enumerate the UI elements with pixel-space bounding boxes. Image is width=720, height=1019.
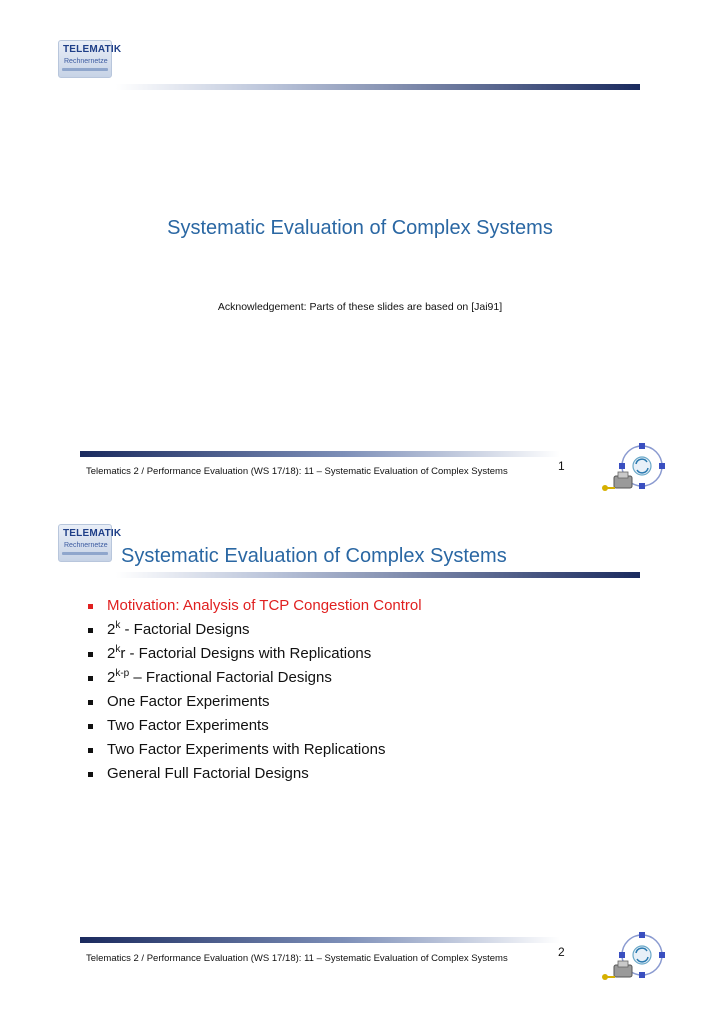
logo-rail xyxy=(62,68,108,71)
bullet-base: 2 xyxy=(107,669,116,686)
network-icon xyxy=(596,442,668,500)
footer-bar xyxy=(80,937,560,943)
bullet-text: – Fractional Factorial Designs xyxy=(129,669,332,686)
acknowledgement: Acknowledgement: Parts of these slides are based on [Jai91] xyxy=(217,301,503,313)
bullet-superscript: k-p xyxy=(115,668,130,679)
bullet-item xyxy=(88,717,422,741)
bullet-item xyxy=(88,765,422,789)
bullet-text: Motivation: Analysis of TCP Congestion Control xyxy=(107,597,422,614)
telematik-logo xyxy=(58,40,122,78)
slide-1 xyxy=(0,0,720,509)
header-bar xyxy=(116,572,640,578)
bullet-item xyxy=(88,597,422,621)
bullet-text: General Full Factorial Designs xyxy=(107,765,309,782)
bullet-item xyxy=(88,693,422,717)
page-number: 1 xyxy=(558,459,565,473)
logo-line2: Rechnernetze xyxy=(64,58,108,65)
bullet-text: One Factor Experiments xyxy=(107,693,270,710)
bullet-text: Two Factor Experiments with Replications xyxy=(107,741,386,758)
header-bar xyxy=(116,84,640,90)
bullet-text: - Factorial Designs xyxy=(120,621,250,638)
logo-line1: TELEMATIK xyxy=(63,528,122,539)
bullet-superscript: k xyxy=(115,644,121,655)
logo-rail xyxy=(62,552,108,555)
bullet-item xyxy=(88,669,422,693)
bullet-base: 2 xyxy=(107,621,116,638)
bullet-item xyxy=(88,621,422,645)
bullet-item xyxy=(88,645,422,669)
bullet-list xyxy=(88,597,422,789)
bullet-text: r - Factorial Designs with Replications xyxy=(120,645,372,662)
bullet-superscript: k xyxy=(115,620,121,631)
logo-line2: Rechnernetze xyxy=(64,542,108,549)
slide-title: Systematic Evaluation of Complex Systems xyxy=(167,217,553,239)
slide-2 xyxy=(0,509,720,1018)
network-icon xyxy=(596,931,668,989)
slide-title: Systematic Evaluation of Complex Systems xyxy=(121,545,507,567)
bullet-item xyxy=(88,741,422,765)
footer-bar xyxy=(80,451,560,457)
footer-text: Telematics 2 / Performance Evaluation (WS 17/18): 11 – Systematic Evaluation of Complex Systems xyxy=(86,466,508,477)
bullet-base: 2 xyxy=(107,645,116,662)
telematik-logo xyxy=(58,524,122,562)
logo-line1: TELEMATIK xyxy=(63,44,122,55)
bullet-text: Two Factor Experiments xyxy=(107,717,269,734)
footer-text: Telematics 2 / Performance Evaluation (WS 17/18): 11 – Systematic Evaluation of Complex Systems xyxy=(86,953,508,964)
page-number: 2 xyxy=(558,945,565,959)
